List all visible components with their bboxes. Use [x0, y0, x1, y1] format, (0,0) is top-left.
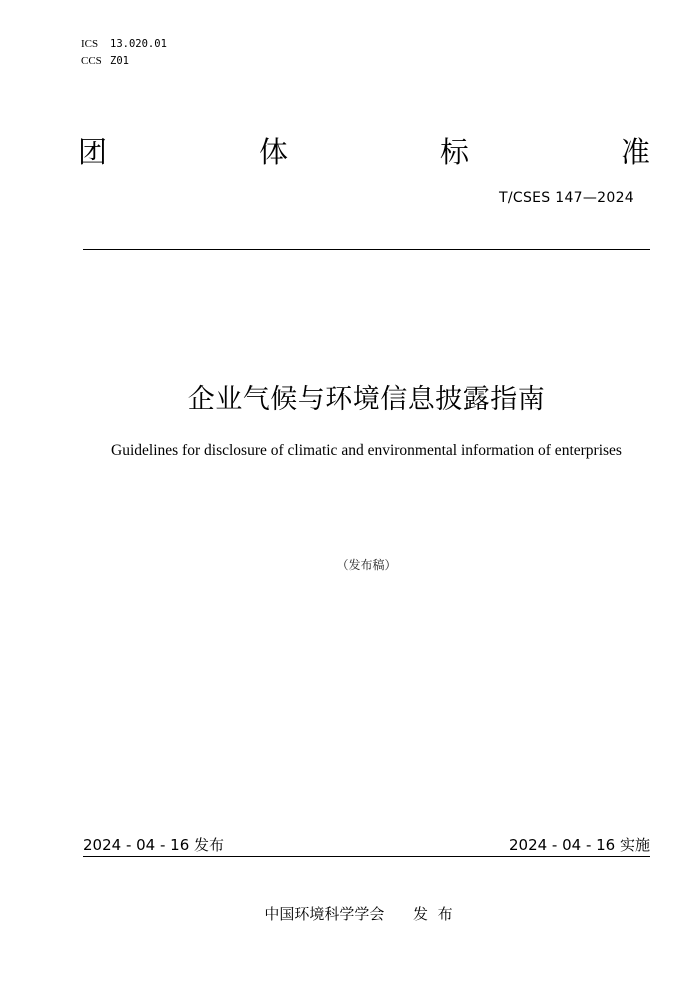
standard-type-heading [78, 132, 650, 172]
ics-value: 13.020.01 [110, 38, 167, 50]
standard-type-char: 标 [439, 135, 469, 169]
standard-type-char: 团 [78, 135, 108, 169]
publisher-name: 中国环境科学学会 [264, 905, 385, 923]
bottom-divider [83, 856, 650, 857]
publisher-line [0, 903, 700, 924]
standard-number: T/CSES 147—2024 [499, 190, 634, 206]
classification-codes [81, 36, 167, 70]
issue-date: 2024 - 04 - 16 发布 [83, 836, 225, 854]
draft-status: （发布稿） [336, 558, 397, 572]
top-divider [83, 249, 650, 250]
document-title-english: Guidelines for disclosure of climatic and environmental information of enterprises [111, 442, 622, 459]
publish-word: 发 布 [413, 905, 453, 923]
ccs-row [81, 53, 167, 70]
ics-row [81, 36, 167, 53]
document-title-chinese: 企业气候与环境信息披露指南 [187, 384, 546, 415]
standard-type-char: 准 [620, 135, 650, 169]
implementation-date: 2024 - 04 - 16 实施 [508, 836, 650, 854]
ics-label: ICS [81, 38, 99, 50]
standard-type-char: 体 [258, 135, 288, 169]
ccs-label: CCS [81, 55, 102, 67]
ccs-value: Z01 [110, 55, 129, 67]
